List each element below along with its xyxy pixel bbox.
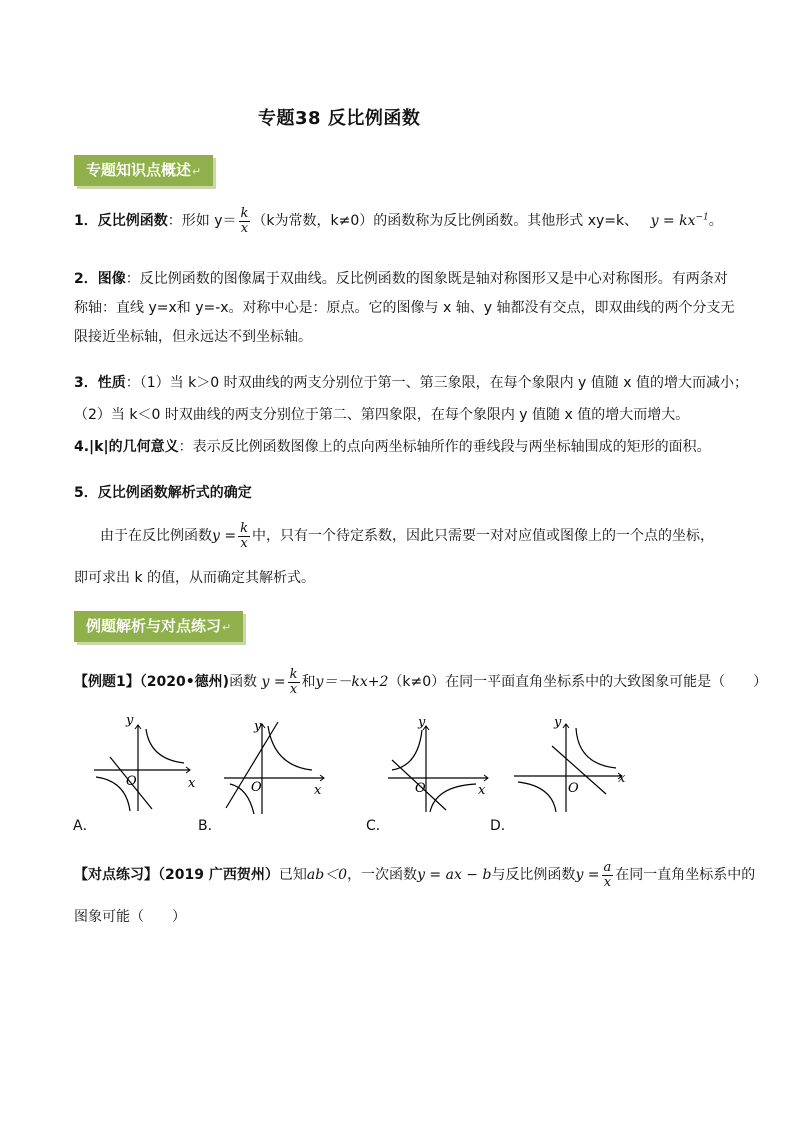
banner-label: 专题知识点概述 [86,161,192,179]
origin-label: O [251,780,262,795]
point-2-line-2: 称轴：直线 y=x和 y=-x。对称中心是：原点。它的图像与 x 轴、y 轴都没有交点，即双曲线的两个分支无 [74,300,735,316]
axis-label-x: x [478,783,486,798]
graph-option-d [510,716,630,816]
point-1-text-b: （k为常数，k≠0）的函数称为反比例函数。其他形式 xy=k、 [252,213,639,230]
return-mark-icon: ↵ [192,165,202,178]
point-4-label: 4.|k|的几何意义 [74,439,179,455]
hyperbola-branch [576,728,616,768]
point-5-label: 5．反比例函数解析式的确定 [74,485,252,501]
graph-option-c [384,716,496,816]
return-mark-icon: ↵ [222,621,232,634]
hyperbola-branch [518,782,556,812]
option-a-label: A． [73,818,97,834]
point-2-line-1: 2．图像：反比例函数的图像属于双曲线。反比例函数的图象既是轴对称图形又是中心对称图形。有两条对 [74,271,728,287]
practice-source: （2019 广西贺州） [158,867,279,884]
formula-kx-inverse: y = kx [650,213,696,230]
point-2-label: 2．图像 [74,271,126,287]
option-b-label: B． [198,818,222,834]
fraction-k-over-x: $\frac{k}{x}$ [240,206,249,236]
axis-label-x: x [188,776,196,791]
origin-label: O [415,781,426,796]
fraction-k-over-x: $\frac{k}{x}$ [289,667,298,697]
option-c-label: C． [366,818,390,834]
point-1-text-a: ：形如 y＝ [167,213,237,230]
graph-option-b [218,712,328,816]
point-4: 4.|k|的几何意义：表示反比例函数图像上的点向两坐标轴所作的垂线段与两坐标轴围成的矩形的面积。 [74,439,711,455]
axis-label-x: x [618,771,626,786]
example-1-source: （2020•德州) [139,674,230,691]
fraction-a-over-x: $\frac{a}{x}$ [603,860,612,890]
point-5-line-2: 即可求出 k 的值，从而确定其解析式。 [74,570,316,586]
axis-label-y: y [554,716,562,730]
practice-1: 【对点练习】（2019 广西贺州）已知ab＜0，一次函数y = ax − b与反比例函数y = $\frac{a}{x}$ 在同一直角坐标系中的 [74,860,756,890]
line-graph [226,722,278,808]
point-3-label: 3．性质 [74,375,126,391]
point-2-line-3: 限接近坐标轴，但永远达不到坐标轴。 [74,329,312,345]
hyperbola-branch [268,726,312,770]
origin-label: O [568,781,579,796]
axis-label-y: y [418,716,426,730]
point-3-line-1: 3．性质：（1）当 k＞0 时双曲线的两支分别位于第一、第三象限，在每个象限内 y 值随 x 值的增大而减小； [74,375,748,391]
hyperbola-branch [96,777,130,811]
point-3-line-2: （2）当 k＜0 时双曲线的两支分别位于第二、第四象限，在每个象限内 y 值随 x 值的增大而增大。 [74,407,690,423]
practice-tag: 【对点练习】 [74,867,158,884]
section-banner-examples [74,611,243,642]
origin-label: O [126,774,137,789]
condition: ab＜0 [306,867,348,884]
example-1-tag: 【例题1】 [74,674,140,691]
graph-option-a [90,715,200,815]
axis-label-y: y [254,719,262,734]
point-1-label: 1．反比例函数 [74,213,168,230]
point-1 [74,207,723,235]
point-1-end: 。 [708,213,723,230]
hyperbola-branch [430,784,476,812]
line-graph [552,746,606,794]
linear-formula: y＝－kx+2 [315,674,389,691]
option-d-label: D． [490,818,515,834]
page-title: 专题38 反比例函数 [258,108,421,129]
example-1: 【例题1】（2020•德州)函数 y = $\frac{k}{x}$ 和y＝－kx+2（k≠0）在同一平面直角坐标系中的大致图象可能是（ ） [74,667,768,697]
banner-label: 例题解析与对点练习 [86,617,222,635]
axis-label-y: y [126,715,134,728]
formula-exponent: −1 [695,212,709,223]
fraction-k-over-x: $\frac{k}{x}$ [240,521,248,551]
point-5-line-1: 由于在反比例函数y = $\frac{k}{x}$ 中，只有一个待定系数，因此只需要一对对应值或图像上的一个点的坐标， [100,521,714,551]
linear-formula: y = ax − b [417,867,492,884]
practice-1-line-2: 图象可能（ ） [74,909,186,925]
axis-label-x: x [314,783,322,798]
hyperbola-branch [146,729,184,763]
section-banner-overview [74,155,213,186]
